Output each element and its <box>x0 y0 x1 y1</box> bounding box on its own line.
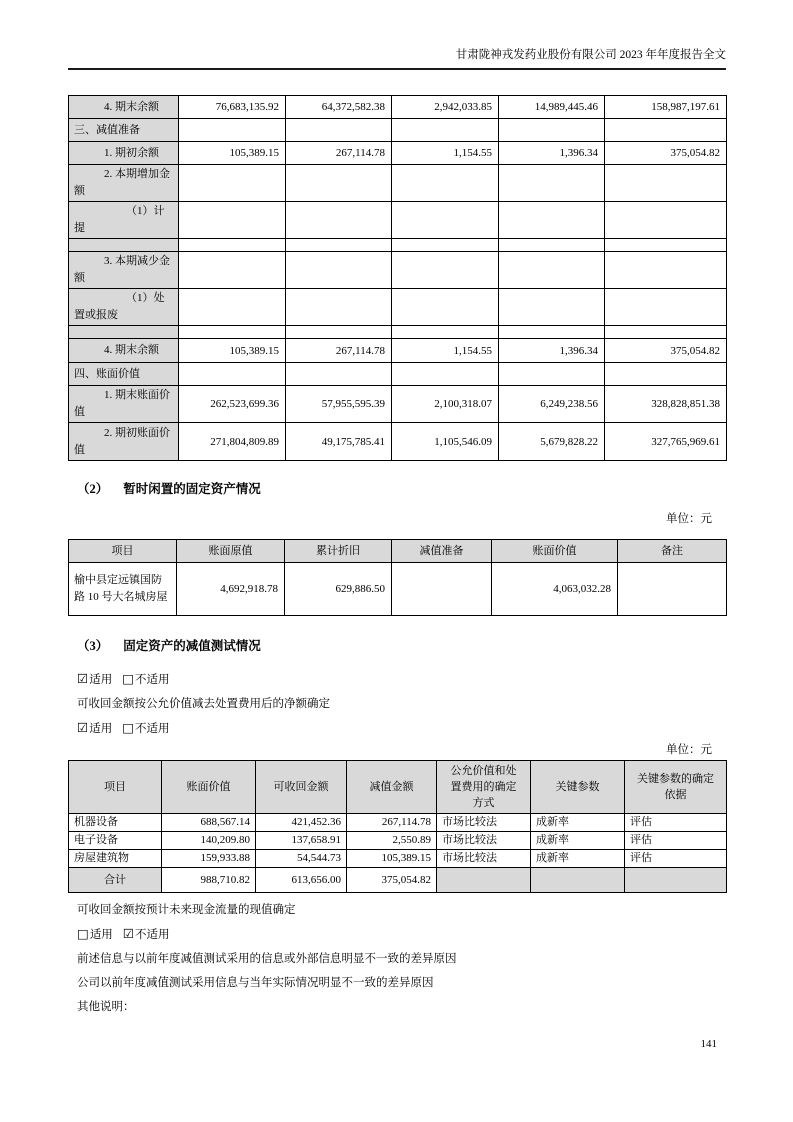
table-row <box>69 814 727 832</box>
value-cell <box>179 165 286 202</box>
checkbox-label: 适用 <box>89 674 113 686</box>
checkbox-unchecked-icon: □ <box>122 720 135 735</box>
value-cell: 54,544.73 <box>256 850 347 868</box>
value-cell: 271,804,809.89 <box>179 423 286 461</box>
value-cell: 140,209.80 <box>162 832 256 850</box>
method-cell <box>531 868 625 893</box>
value-cell <box>499 202 605 239</box>
value-cell: 1,105,546.09 <box>392 423 499 461</box>
value-cell <box>392 202 499 239</box>
row-label-cell: 4. 期末余额 <box>69 96 179 119</box>
value-cell <box>179 289 286 326</box>
value-cell <box>392 165 499 202</box>
column-header-cell: 减值金额 <box>347 761 437 814</box>
value-cell: 105,389.15 <box>347 850 437 868</box>
method-cell <box>437 868 531 893</box>
value-cell <box>179 252 286 289</box>
checkbox-label: 适用 <box>89 723 113 735</box>
column-header-cell: 减值准备 <box>392 540 492 563</box>
page-content <box>68 95 726 1015</box>
value-cell <box>179 326 286 339</box>
method-cell: 市场比较法 <box>437 850 531 868</box>
value-cell <box>605 165 727 202</box>
value-cell <box>605 119 727 142</box>
column-header-cell: 备注 <box>618 540 727 563</box>
section-number: （2） <box>77 482 109 496</box>
column-header-cell: 账面原值 <box>177 540 285 563</box>
table-row <box>69 386 727 423</box>
checkbox-label: 不适用 <box>135 723 170 735</box>
item-name-cell: 合计 <box>69 868 162 893</box>
fixed-assets-impairment-rollforward-table <box>68 95 727 461</box>
row-label-cell: 2. 本期增加金额 <box>69 165 179 202</box>
row-label-cell: 1. 期末账面价值 <box>69 386 179 423</box>
row-label-cell: （1）计提 <box>69 202 179 239</box>
checkbox-checked-icon: ☑ <box>122 926 135 941</box>
value-cell: 4,692,918.78 <box>177 563 285 616</box>
table-total-row <box>69 868 727 893</box>
table-row <box>69 339 727 363</box>
value-cell <box>286 252 392 289</box>
value-cell <box>392 289 499 326</box>
item-name-cell: 房屋建筑物 <box>69 850 162 868</box>
value-cell: 613,656.00 <box>256 868 347 893</box>
value-cell <box>286 165 392 202</box>
column-header-cell: 可收回金额 <box>256 761 347 814</box>
unit-label: 单位：元 <box>666 513 712 525</box>
table-row <box>69 289 727 326</box>
value-cell: 1,396.34 <box>499 142 605 165</box>
row-label-cell: 4. 期末余额 <box>69 339 179 363</box>
value-cell: 421,452.36 <box>256 814 347 832</box>
value-cell: 375,054.82 <box>605 339 727 363</box>
value-cell <box>499 239 605 252</box>
value-cell: 267,114.78 <box>286 339 392 363</box>
page-number: 141 <box>700 1038 717 1050</box>
checkbox-unchecked-icon: □ <box>77 926 89 941</box>
value-cell <box>605 326 727 339</box>
value-cell: 2,100,318.07 <box>392 386 499 423</box>
value-cell <box>392 239 499 252</box>
column-header-cell: 账面价值 <box>162 761 256 814</box>
checkbox-label: 不适用 <box>135 929 170 941</box>
value-cell <box>392 363 499 386</box>
value-cell: 688,567.14 <box>162 814 256 832</box>
value-cell: 2,942,033.85 <box>392 96 499 119</box>
checkbox-checked-icon: ☑ <box>77 720 89 735</box>
applicability-line <box>77 720 726 737</box>
value-cell <box>286 119 392 142</box>
value-cell: 267,114.78 <box>347 814 437 832</box>
body-text-line: 其他说明： <box>77 1001 135 1013</box>
table-row <box>69 252 727 289</box>
value-cell: 105,389.15 <box>179 339 286 363</box>
section-heading-impairment-test <box>68 638 726 655</box>
body-text-line: 公司以前年度减值测试采用信息与当年实际情况明显不一致的差异原因 <box>77 977 434 989</box>
value-cell: 375,054.82 <box>347 868 437 893</box>
column-header-cell: 关键参数的确定依据 <box>625 761 727 814</box>
value-cell: 159,933.88 <box>162 850 256 868</box>
method-cell: 市场比较法 <box>437 832 531 850</box>
item-name-cell: 机器设备 <box>69 814 162 832</box>
section-number: （3） <box>77 639 109 653</box>
body-text-line: 前述信息与以前年度减值测试采用的信息或外部信息明显不一致的差异原因 <box>77 953 457 965</box>
value-cell <box>499 165 605 202</box>
value-cell <box>499 289 605 326</box>
row-label-cell: 三、减值准备 <box>69 119 179 142</box>
value-cell: 262,523,699.36 <box>179 386 286 423</box>
unit-label: 单位：元 <box>666 744 712 756</box>
value-cell: 2,550.89 <box>347 832 437 850</box>
item-name-cell: 榆中县定远镇国防路 10 号大名城房屋 <box>69 563 177 616</box>
value-cell: 105,389.15 <box>179 142 286 165</box>
column-header-cell: 账面价值 <box>492 540 618 563</box>
method-cell: 评估 <box>625 832 727 850</box>
table-row <box>69 832 727 850</box>
value-cell <box>286 289 392 326</box>
table-row <box>69 363 727 386</box>
method-cell: 成新率 <box>531 814 625 832</box>
document-title: 甘肃陇神戎发药业股份有限公司 2023 年年度报告全文 <box>455 49 726 61</box>
body-text-line: 可收回金额按预计未来现金流量的现值确定 <box>77 904 296 916</box>
value-cell <box>499 119 605 142</box>
section-title: 固定资产的减值测试情况 <box>123 639 261 653</box>
value-cell <box>179 239 286 252</box>
impairment-test-post-lines <box>68 902 726 1015</box>
value-cell: 1,396.34 <box>499 339 605 363</box>
column-header-cell: 公允价值和处置费用的确定方式 <box>437 761 531 814</box>
checkbox-unchecked-icon: □ <box>122 671 135 686</box>
row-label-cell <box>69 326 179 339</box>
value-cell: 14,989,445.46 <box>499 96 605 119</box>
checkbox-label: 适用 <box>89 929 113 941</box>
table-row <box>69 326 727 339</box>
value-cell <box>618 563 727 616</box>
value-cell <box>605 289 727 326</box>
row-label-cell: 2. 期初账面价值 <box>69 423 179 461</box>
row-label-cell: 3. 本期减少金额 <box>69 252 179 289</box>
impairment-test-table <box>68 760 727 893</box>
page-header <box>68 0 726 70</box>
row-label-cell <box>69 239 179 252</box>
value-cell: 629,886.50 <box>285 563 392 616</box>
value-cell <box>392 563 492 616</box>
value-cell <box>499 363 605 386</box>
table-row <box>69 850 727 868</box>
value-cell <box>499 326 605 339</box>
value-cell: 1,154.55 <box>392 339 499 363</box>
value-cell: 5,679,828.22 <box>499 423 605 461</box>
column-header-cell: 关键参数 <box>531 761 625 814</box>
method-cell: 市场比较法 <box>437 814 531 832</box>
table-header-row <box>69 540 727 563</box>
table-row <box>69 563 727 616</box>
value-cell: 328,828,851.38 <box>605 386 727 423</box>
value-cell <box>286 239 392 252</box>
value-cell <box>286 326 392 339</box>
body-text-line: 可收回金额按公允价值减去处置费用后的净额确定 <box>77 698 330 710</box>
table-row <box>69 165 727 202</box>
value-cell: 49,175,785.41 <box>286 423 392 461</box>
value-cell: 267,114.78 <box>286 142 392 165</box>
value-cell <box>179 119 286 142</box>
row-label-cell: （1）处置或报废 <box>69 289 179 326</box>
value-cell: 76,683,135.92 <box>179 96 286 119</box>
table-row <box>69 142 727 165</box>
value-cell: 64,372,582.38 <box>286 96 392 119</box>
applicability-line <box>77 671 726 688</box>
table-row <box>69 423 727 461</box>
value-cell: 327,765,969.61 <box>605 423 727 461</box>
method-cell: 评估 <box>625 814 727 832</box>
idle-fixed-assets-table <box>68 539 727 616</box>
value-cell <box>392 119 499 142</box>
table-row <box>69 119 727 142</box>
value-cell <box>286 202 392 239</box>
table-header-row <box>69 761 727 814</box>
applicability-line <box>77 926 726 943</box>
value-cell: 6,249,238.56 <box>499 386 605 423</box>
column-header-cell: 项目 <box>69 761 162 814</box>
value-cell <box>179 363 286 386</box>
value-cell <box>605 363 727 386</box>
table-row <box>69 239 727 252</box>
section-title: 暂时闲置的固定资产情况 <box>123 482 261 496</box>
row-label-cell: 1. 期初余额 <box>69 142 179 165</box>
checkbox-label: 不适用 <box>135 674 170 686</box>
value-cell <box>286 363 392 386</box>
column-header-cell: 项目 <box>69 540 177 563</box>
method-cell: 成新率 <box>531 832 625 850</box>
method-cell: 成新率 <box>531 850 625 868</box>
table-row <box>69 96 727 119</box>
value-cell: 57,955,595.39 <box>286 386 392 423</box>
method-cell <box>625 868 727 893</box>
value-cell <box>392 326 499 339</box>
value-cell: 375,054.82 <box>605 142 727 165</box>
value-cell <box>179 202 286 239</box>
value-cell <box>499 252 605 289</box>
value-cell <box>392 252 499 289</box>
method-cell: 评估 <box>625 850 727 868</box>
value-cell <box>605 239 727 252</box>
value-cell <box>605 252 727 289</box>
value-cell: 4,063,032.28 <box>492 563 618 616</box>
value-cell: 1,154.55 <box>392 142 499 165</box>
value-cell <box>605 202 727 239</box>
checkbox-checked-icon: ☑ <box>77 671 89 686</box>
section-heading-idle-assets <box>68 481 726 498</box>
impairment-test-pre-lines <box>68 671 726 737</box>
value-cell: 158,987,197.61 <box>605 96 727 119</box>
value-cell: 988,710.82 <box>162 868 256 893</box>
row-label-cell: 四、账面价值 <box>69 363 179 386</box>
table-row <box>69 202 727 239</box>
item-name-cell: 电子设备 <box>69 832 162 850</box>
value-cell: 137,658.91 <box>256 832 347 850</box>
column-header-cell: 累计折旧 <box>285 540 392 563</box>
